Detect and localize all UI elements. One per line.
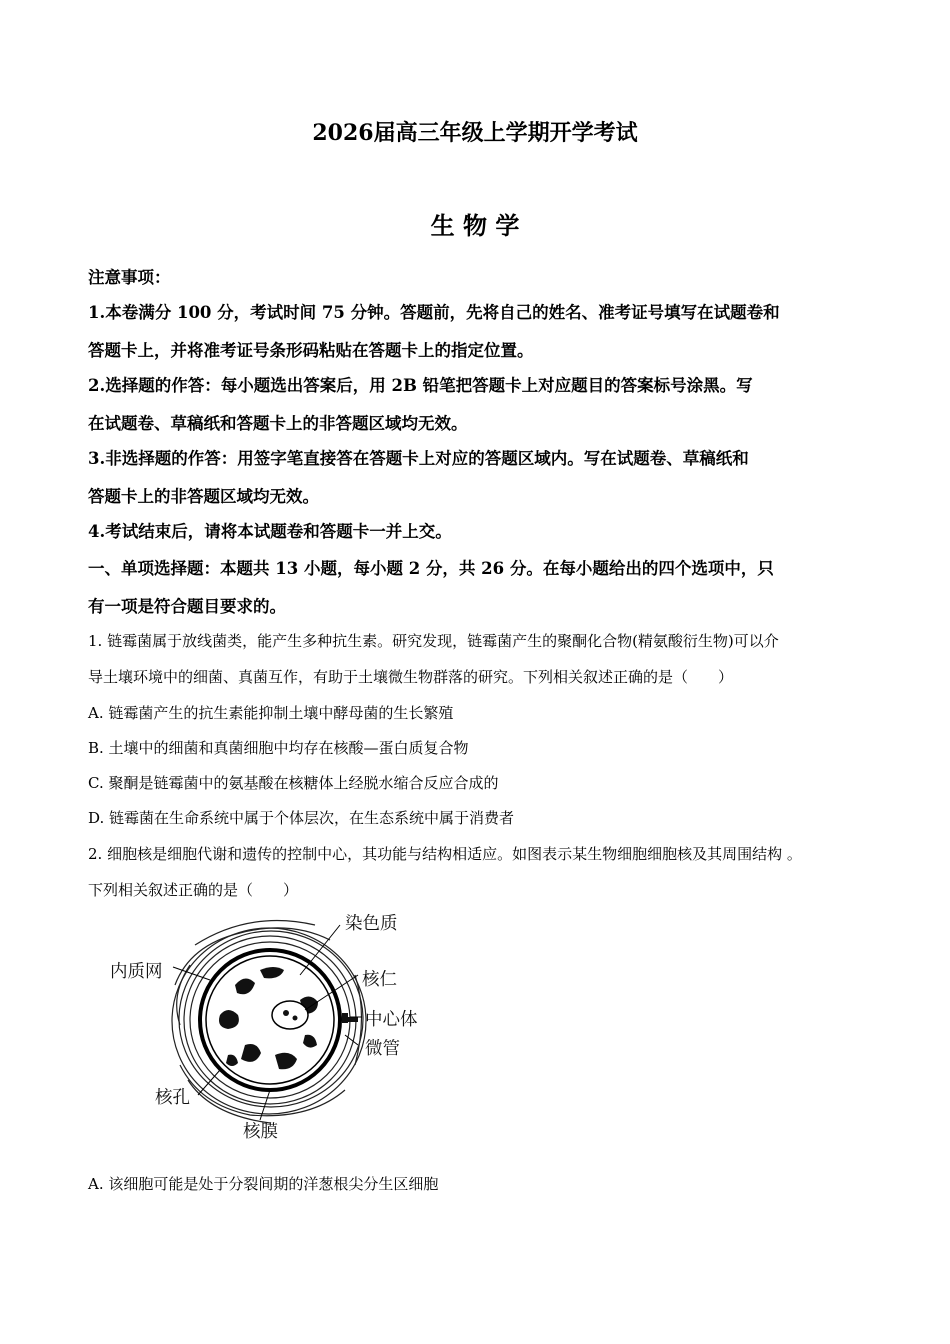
label-chromatin: 染色质 [345,914,398,934]
question-1-option-a: A. 链霉菌产生的抗生素能抑制土壤中酵母菌的生长繁殖 [88,704,454,722]
notes-line: 2.选择题的作答：每小题选出答案后，用 2B 铅笔把答题卡上对应题目的答案标号涂黑。写 [88,376,753,395]
nucleolus-shape [272,1001,308,1029]
section-heading: 有一项是符合题目要求的。 [88,597,286,616]
notes-line: 4.考试结束后，请将本试题卷和答题卡一并上交。 [88,522,452,541]
question-1-option-c: C. 聚酮是链霉菌中的氨基酸在核糖体上经脱水缩合反应合成的 [88,774,499,792]
label-nuclear-envelope: 核膜 [243,1122,278,1142]
notes-line: 在试题卷、草稿纸和答题卡上的非答题区域均无效。 [88,414,468,433]
question-2-stem: 下列相关叙述正确的是（ ） [88,881,299,899]
question-1-option-d: D. 链霉菌在生命系统中属于个体层次，在生态系统中属于消费者 [88,809,515,827]
notes-line: 答题卡上的非答题区域均无效。 [88,487,319,506]
notes-line: 答题卡上，并将准考证号条形码粘贴在答题卡上的指定位置。 [88,341,534,360]
label-microtubule: 微管 [365,1039,400,1059]
label-er: 内质网 [110,962,163,982]
question-1-option-b: B. 土壤中的细菌和真菌细胞中均存在核酸—蛋白质复合物 [88,739,469,757]
notes-line: 3.非选择题的作答：用签字笔直接答在答题卡上对应的答题区域内。写在试题卷、草稿纸和 [88,449,749,468]
label-nucleolus: 核仁 [362,970,397,990]
label-centrosome: 中心体 [365,1010,418,1030]
notes-heading: 注意事项： [88,268,171,287]
exam-title: 2026届高三年级上学期开学考试 [312,120,638,146]
nucleus-diagram [100,905,440,1150]
section-heading: 一、单项选择题：本题共 13 小题，每小题 2 分，共 26 分。在每小题给出的四个选项中，只 [88,559,774,578]
question-1-stem: 1. 链霉菌属于放线菌类，能产生多种抗生素。研究发现，链霉菌产生的聚酮化合物(精氨酸衍生物)可以介 [88,632,779,650]
question-2-option-a: A. 该细胞可能是处于分裂间期的洋葱根尖分生区细胞 [88,1175,439,1193]
subject-title: 生 物 学 [430,211,520,240]
label-nuclear-pore: 核孔 [155,1088,190,1108]
question-1-stem: 导土壤环境中的细菌、真菌互作，有助于土壤微生物群落的研究。下列相关叙述正确的是（ ） [88,668,734,686]
question-2-stem: 2. 细胞核是细胞代谢和遗传的控制中心，其功能与结构相适应。如图表示某生物细胞细胞核及其周围结构 。 [88,845,802,863]
notes-line: 1.本卷满分 100 分，考试时间 75 分钟。答题前，先将自己的姓名、准考证号填写在试题卷和 [88,303,780,322]
